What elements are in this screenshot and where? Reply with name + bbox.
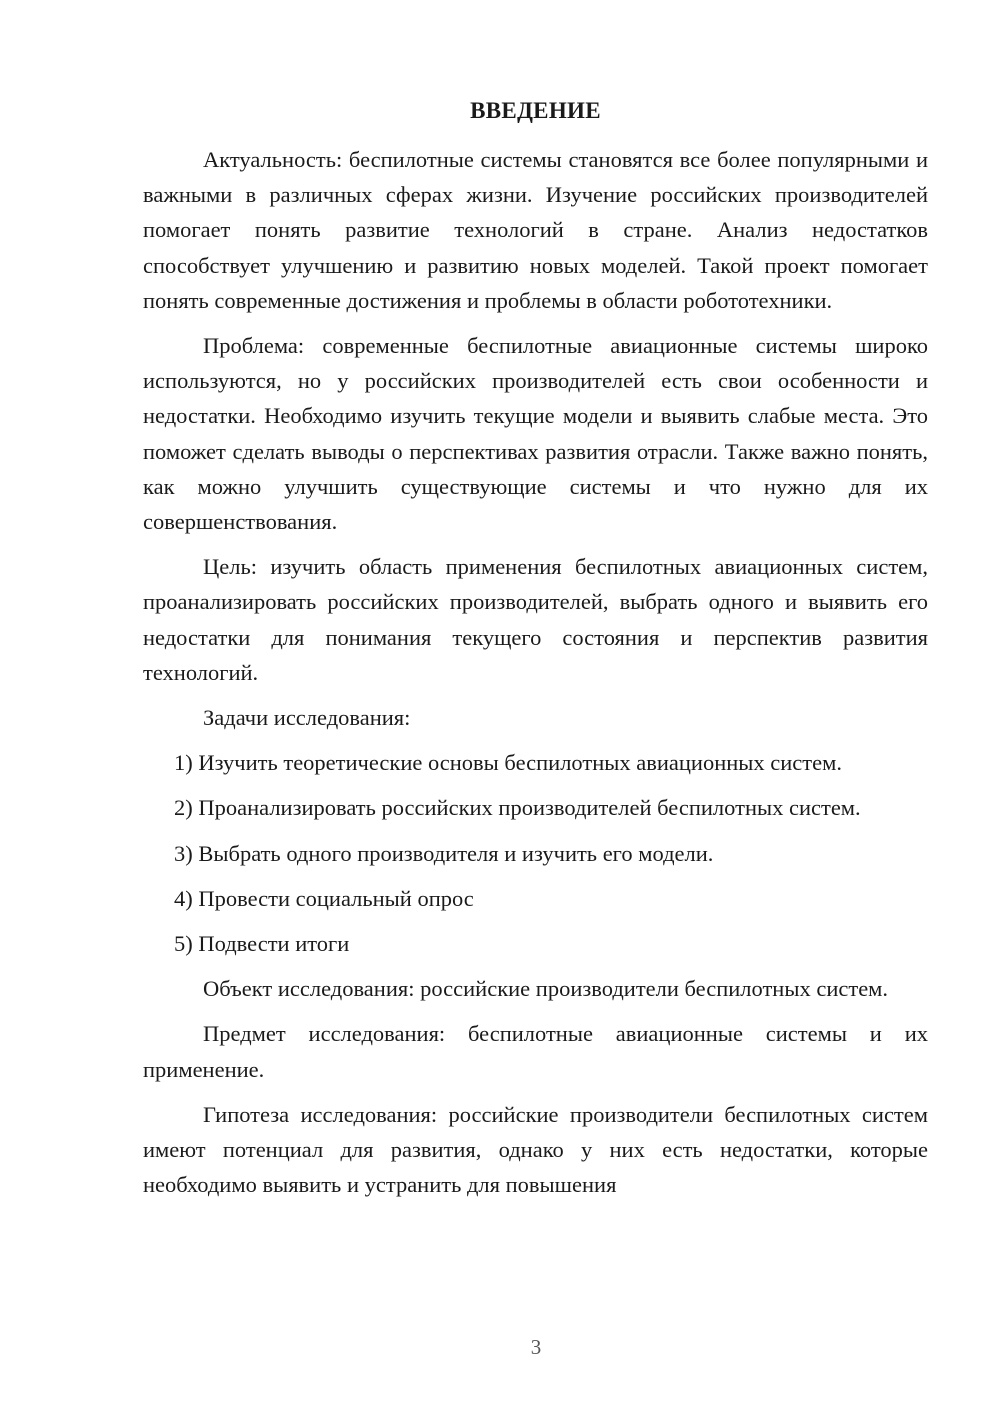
paragraph-object: Объект исследования: российские производители беспилотных систем. bbox=[203, 976, 889, 1002]
section-heading: ВВЕДЕНИЕ bbox=[470, 98, 601, 123]
task-item-5: 5) Подвести итоги bbox=[174, 931, 350, 957]
paragraph-actuality: Актуальность: беспилотные системы становятся все более популярными и важными в различных сферах жизни. Изучение российских производителей помогает понять развитие технологий в стране. Анализ недостатков способствует улучшению и развитию новых моделей. Такой проект помогает понять современные достижения и проблемы в области робототехники. bbox=[143, 147, 928, 313]
paragraph-hypothesis: Гипотеза исследования: российские производители беспилотных систем имеют потенциал для развития, однако у них есть недостатки, которые необходимо выявить и устранить для повышения bbox=[143, 1101, 928, 1198]
page-number: 3 bbox=[530, 1335, 542, 1359]
task-item-4: 4) Провести социальный опрос bbox=[174, 885, 474, 911]
task-item-1: 1) Изучить теоретические основы беспилотных авиационных систем. bbox=[174, 750, 842, 776]
document-body bbox=[143, 142, 928, 1202]
paragraph-subject: Предмет исследования: беспилотные авиационные системы и их применение. bbox=[143, 1021, 928, 1082]
paragraph-problem: Проблема: современные беспилотные авиационные системы широко используются, но у российских производителей есть свои особенности и недостатки. Необходимо изучить текущие модели и выявить слабые места. Это поможет сделать выводы о перспективах развития отрасли. Также важно понять, как можно улучшить существующие системы и что нужно для их совершенствования. bbox=[143, 333, 928, 535]
paragraph-goal: Цель: изучить область применения беспилотных авиационных систем, проанализировать российских производителей, выбрать одного и выявить его недостатки для понимания текущего состояния и перспектив развития технологий. bbox=[143, 554, 928, 685]
task-item-3: 3) Выбрать одного производителя и изучить его модели. bbox=[174, 840, 714, 866]
task-item-2: 2) Проанализировать российских производителей беспилотных систем. bbox=[174, 795, 861, 821]
tasks-heading: Задачи исследования: bbox=[203, 705, 411, 731]
